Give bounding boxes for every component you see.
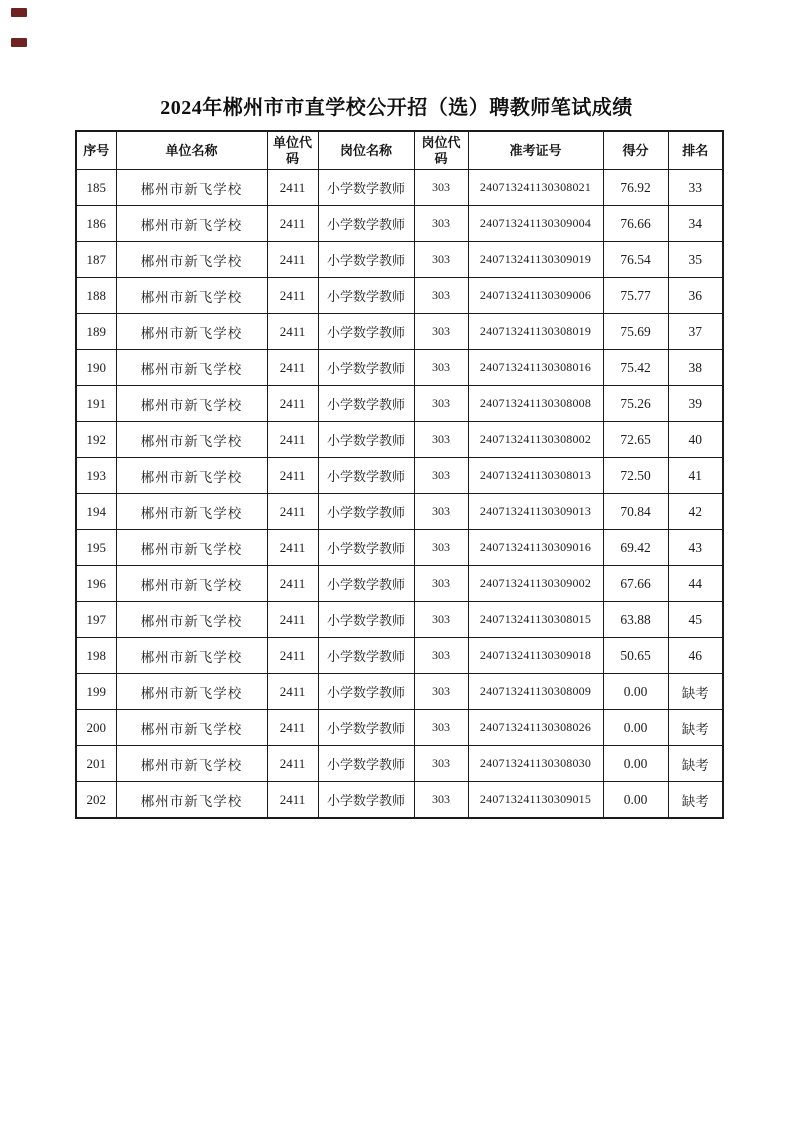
unit-code-cell: 2411: [267, 530, 318, 566]
table-row: [76, 602, 723, 638]
serial-no-cell: 188: [76, 278, 116, 314]
ticket-no-cell: 240713241130309002: [468, 566, 603, 602]
header-rank: 排名: [668, 131, 723, 170]
post-name-cell: 小学数学教师: [318, 710, 414, 746]
ticket-no-cell: 240713241130308030: [468, 746, 603, 782]
unit-name-cell: 郴州市新飞学校: [116, 314, 267, 350]
serial-no-cell: 199: [76, 674, 116, 710]
score-cell: 72.50: [603, 458, 668, 494]
unit-name-cell: 郴州市新飞学校: [116, 566, 267, 602]
ticket-no-cell: 240713241130308019: [468, 314, 603, 350]
table-row: [76, 458, 723, 494]
score-cell: 75.69: [603, 314, 668, 350]
ticket-no-cell: 240713241130308013: [468, 458, 603, 494]
post-code-cell: 303: [414, 494, 468, 530]
unit-name-cell: 郴州市新飞学校: [116, 710, 267, 746]
serial-no-cell: 194: [76, 494, 116, 530]
post-code-cell: 303: [414, 314, 468, 350]
post-code-cell: 303: [414, 386, 468, 422]
score-cell: 63.88: [603, 602, 668, 638]
post-name-cell: 小学数学教师: [318, 458, 414, 494]
table-row: [76, 278, 723, 314]
post-code-cell: 303: [414, 674, 468, 710]
post-name-cell: 小学数学教师: [318, 206, 414, 242]
rank-cell: 41: [668, 458, 723, 494]
header-score: 得分: [603, 131, 668, 170]
unit-name-cell: 郴州市新飞学校: [116, 350, 267, 386]
unit-name-cell: 郴州市新飞学校: [116, 782, 267, 819]
unit-name-cell: 郴州市新飞学校: [116, 494, 267, 530]
rank-cell: 34: [668, 206, 723, 242]
rank-cell: 40: [668, 422, 723, 458]
post-code-cell: 303: [414, 170, 468, 206]
rank-cell: 43: [668, 530, 723, 566]
serial-no-cell: 201: [76, 746, 116, 782]
table-row: [76, 242, 723, 278]
serial-no-cell: 193: [76, 458, 116, 494]
post-name-cell: 小学数学教师: [318, 782, 414, 819]
serial-no-cell: 192: [76, 422, 116, 458]
unit-code-cell: 2411: [267, 206, 318, 242]
serial-no-cell: 186: [76, 206, 116, 242]
serial-no-cell: 189: [76, 314, 116, 350]
table-row: [76, 746, 723, 782]
rank-cell: 缺考: [668, 782, 723, 819]
table-row: [76, 422, 723, 458]
score-cell: 75.42: [603, 350, 668, 386]
post-name-cell: 小学数学教师: [318, 350, 414, 386]
score-cell: 70.84: [603, 494, 668, 530]
page-title: 2024年郴州市市直学校公开招（选）聘教师笔试成绩: [160, 97, 633, 119]
post-name-cell: 小学数学教师: [318, 566, 414, 602]
table-row: [76, 566, 723, 602]
rank-cell: 39: [668, 386, 723, 422]
post-code-cell: 303: [414, 602, 468, 638]
table-row: [76, 674, 723, 710]
post-name-cell: 小学数学教师: [318, 422, 414, 458]
serial-no-cell: 197: [76, 602, 116, 638]
unit-code-cell: 2411: [267, 746, 318, 782]
post-name-cell: 小学数学教师: [318, 674, 414, 710]
unit-name-cell: 郴州市新飞学校: [116, 242, 267, 278]
unit-name-cell: 郴州市新飞学校: [116, 206, 267, 242]
post-code-cell: 303: [414, 278, 468, 314]
unit-name-cell: 郴州市新飞学校: [116, 602, 267, 638]
table-row: [76, 350, 723, 386]
rank-cell: 37: [668, 314, 723, 350]
post-code-cell: 303: [414, 350, 468, 386]
unit-code-cell: 2411: [267, 278, 318, 314]
score-cell: 0.00: [603, 746, 668, 782]
serial-no-cell: 195: [76, 530, 116, 566]
table-row: [76, 314, 723, 350]
post-code-cell: 303: [414, 206, 468, 242]
score-cell: 72.65: [603, 422, 668, 458]
post-name-cell: 小学数学教师: [318, 170, 414, 206]
serial-no-cell: 190: [76, 350, 116, 386]
scan-mark-top: [11, 8, 27, 17]
unit-code-cell: 2411: [267, 422, 318, 458]
unit-code-cell: 2411: [267, 170, 318, 206]
score-cell: 76.66: [603, 206, 668, 242]
post-code-cell: 303: [414, 710, 468, 746]
table-row: [76, 638, 723, 674]
header-serial-no: 序号: [76, 131, 116, 170]
unit-name-cell: 郴州市新飞学校: [116, 170, 267, 206]
serial-no-cell: 185: [76, 170, 116, 206]
post-code-cell: 303: [414, 242, 468, 278]
rank-cell: 35: [668, 242, 723, 278]
rank-cell: 缺考: [668, 746, 723, 782]
unit-code-cell: 2411: [267, 566, 318, 602]
post-code-cell: 303: [414, 746, 468, 782]
score-cell: 0.00: [603, 710, 668, 746]
header-post-name: 岗位名称: [318, 131, 414, 170]
unit-code-cell: 2411: [267, 638, 318, 674]
rank-cell: 33: [668, 170, 723, 206]
rank-cell: 46: [668, 638, 723, 674]
ticket-no-cell: 240713241130309019: [468, 242, 603, 278]
ticket-no-cell: 240713241130309006: [468, 278, 603, 314]
score-cell: 75.26: [603, 386, 668, 422]
table-row: [76, 170, 723, 206]
score-cell: 0.00: [603, 782, 668, 819]
rank-cell: 缺考: [668, 710, 723, 746]
scan-mark-bottom: [11, 38, 27, 47]
unit-code-cell: 2411: [267, 674, 318, 710]
rank-cell: 38: [668, 350, 723, 386]
ticket-no-cell: 240713241130309013: [468, 494, 603, 530]
ticket-no-cell: 240713241130309004: [468, 206, 603, 242]
table-body: [76, 170, 723, 819]
score-cell: 50.65: [603, 638, 668, 674]
ticket-no-cell: 240713241130308021: [468, 170, 603, 206]
post-name-cell: 小学数学教师: [318, 746, 414, 782]
post-code-cell: 303: [414, 422, 468, 458]
unit-code-cell: 2411: [267, 242, 318, 278]
rank-cell: 42: [668, 494, 723, 530]
unit-name-cell: 郴州市新飞学校: [116, 278, 267, 314]
exam-score-table: [75, 130, 724, 819]
post-name-cell: 小学数学教师: [318, 242, 414, 278]
table-row: [76, 710, 723, 746]
table-row: [76, 386, 723, 422]
serial-no-cell: 187: [76, 242, 116, 278]
table-row: [76, 494, 723, 530]
unit-name-cell: 郴州市新飞学校: [116, 386, 267, 422]
ticket-no-cell: 240713241130308009: [468, 674, 603, 710]
ticket-no-cell: 240713241130308026: [468, 710, 603, 746]
serial-no-cell: 198: [76, 638, 116, 674]
unit-name-cell: 郴州市新飞学校: [116, 746, 267, 782]
header-unit-code: 单位代码: [267, 131, 318, 170]
post-code-cell: 303: [414, 566, 468, 602]
serial-no-cell: 196: [76, 566, 116, 602]
post-name-cell: 小学数学教师: [318, 314, 414, 350]
unit-name-cell: 郴州市新飞学校: [116, 458, 267, 494]
table-row: [76, 782, 723, 819]
score-cell: 76.54: [603, 242, 668, 278]
ticket-no-cell: 240713241130309016: [468, 530, 603, 566]
header-ticket-no: 准考证号: [468, 131, 603, 170]
score-cell: 69.42: [603, 530, 668, 566]
ticket-no-cell: 240713241130308015: [468, 602, 603, 638]
table-row: [76, 206, 723, 242]
ticket-no-cell: 240713241130309018: [468, 638, 603, 674]
header-post-code: 岗位代码: [414, 131, 468, 170]
post-code-cell: 303: [414, 638, 468, 674]
rank-cell: 45: [668, 602, 723, 638]
post-code-cell: 303: [414, 782, 468, 819]
unit-code-cell: 2411: [267, 494, 318, 530]
unit-name-cell: 郴州市新飞学校: [116, 638, 267, 674]
unit-code-cell: 2411: [267, 350, 318, 386]
serial-no-cell: 191: [76, 386, 116, 422]
rank-cell: 缺考: [668, 674, 723, 710]
ticket-no-cell: 240713241130308008: [468, 386, 603, 422]
unit-code-cell: 2411: [267, 602, 318, 638]
rank-cell: 44: [668, 566, 723, 602]
post-name-cell: 小学数学教师: [318, 602, 414, 638]
unit-name-cell: 郴州市新飞学校: [116, 422, 267, 458]
post-name-cell: 小学数学教师: [318, 278, 414, 314]
unit-code-cell: 2411: [267, 710, 318, 746]
unit-code-cell: 2411: [267, 782, 318, 819]
post-name-cell: 小学数学教师: [318, 530, 414, 566]
ticket-no-cell: 240713241130308016: [468, 350, 603, 386]
post-code-cell: 303: [414, 530, 468, 566]
unit-name-cell: 郴州市新飞学校: [116, 674, 267, 710]
table-row: [76, 530, 723, 566]
unit-code-cell: 2411: [267, 314, 318, 350]
score-cell: 75.77: [603, 278, 668, 314]
unit-name-cell: 郴州市新飞学校: [116, 530, 267, 566]
post-name-cell: 小学数学教师: [318, 386, 414, 422]
score-cell: 76.92: [603, 170, 668, 206]
score-cell: 0.00: [603, 674, 668, 710]
ticket-no-cell: 240713241130309015: [468, 782, 603, 819]
ticket-no-cell: 240713241130308002: [468, 422, 603, 458]
post-name-cell: 小学数学教师: [318, 494, 414, 530]
rank-cell: 36: [668, 278, 723, 314]
unit-code-cell: 2411: [267, 386, 318, 422]
unit-code-cell: 2411: [267, 458, 318, 494]
serial-no-cell: 202: [76, 782, 116, 819]
table-header: [76, 131, 723, 170]
score-cell: 67.66: [603, 566, 668, 602]
post-name-cell: 小学数学教师: [318, 638, 414, 674]
post-code-cell: 303: [414, 458, 468, 494]
header-unit-name: 单位名称: [116, 131, 267, 170]
serial-no-cell: 200: [76, 710, 116, 746]
